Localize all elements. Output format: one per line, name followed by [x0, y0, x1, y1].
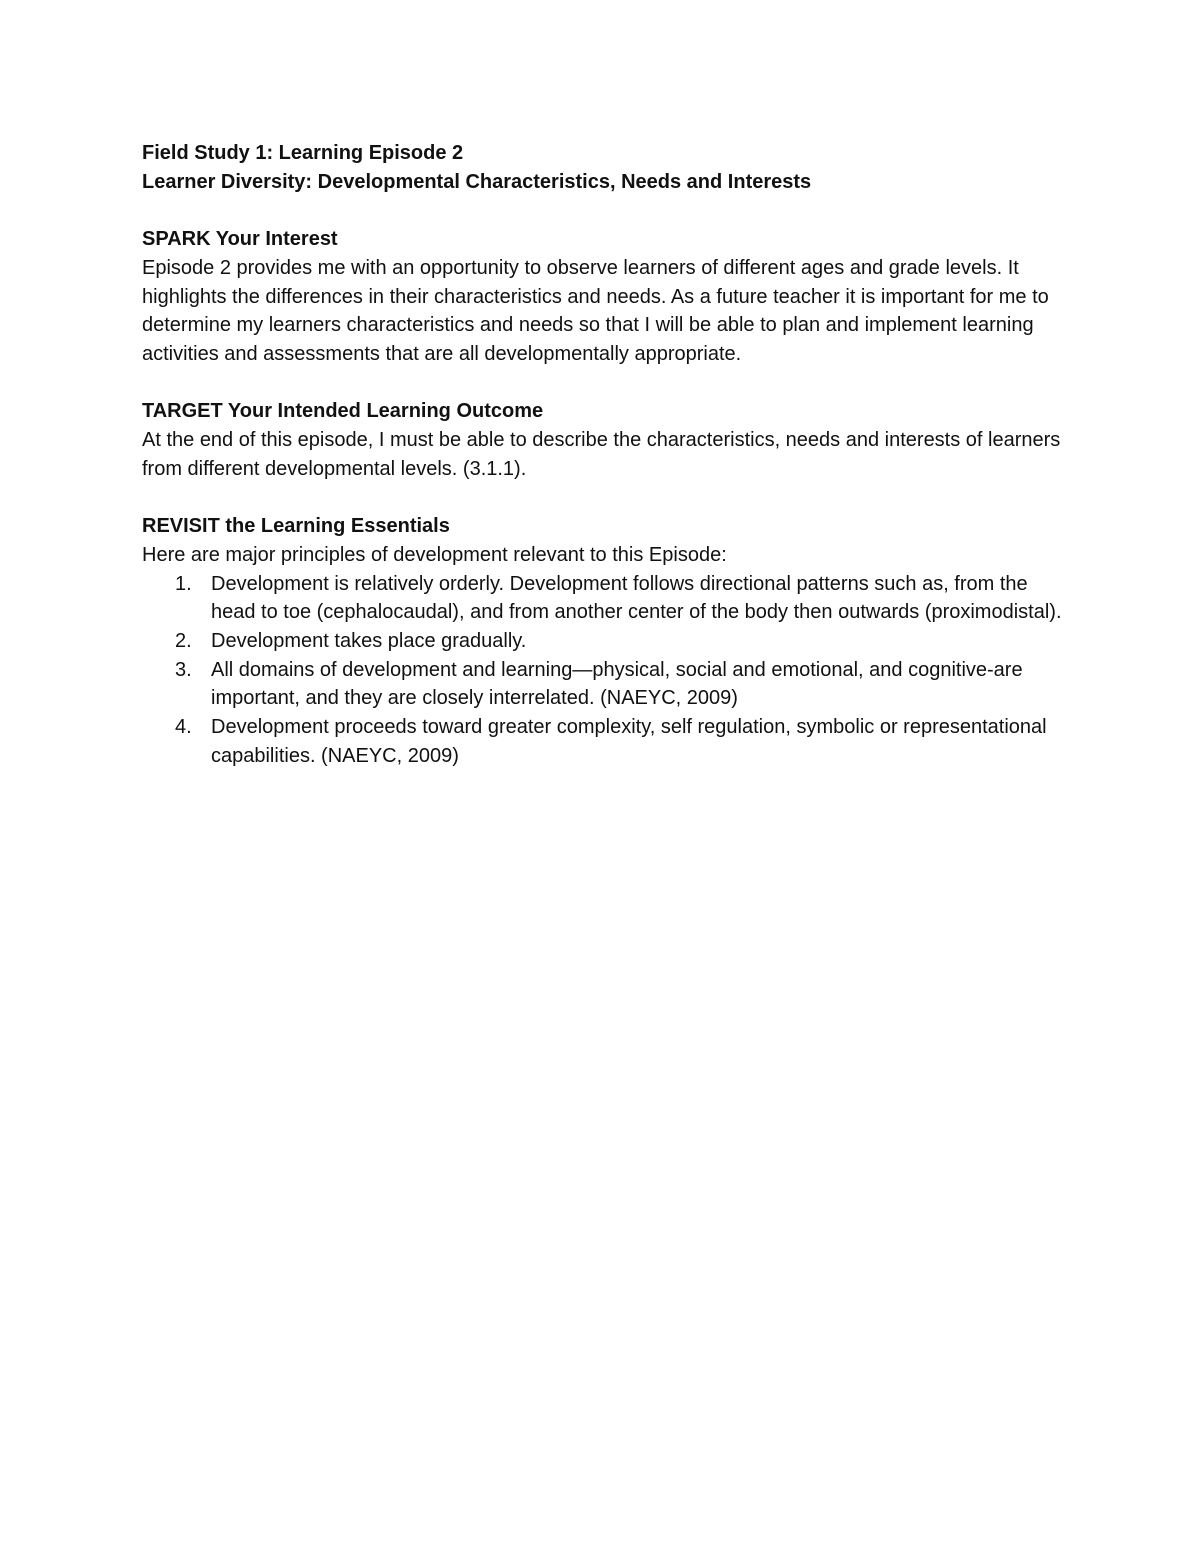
- list-item: [142, 656, 1072, 713]
- list-item: [142, 713, 1072, 770]
- target-paragraph: At the end of this episode, I must be able to describe the characteristics, needs and interests of learners from different developmental levels. (3.1.1).: [142, 429, 1061, 480]
- list-item-text: All domains of development and learning—physical, social and emotional, and cognitive-are important, and they are closely interrelated. (NAEYC, 2009): [211, 658, 1023, 710]
- list-item-number: 1.: [175, 572, 192, 595]
- revisit-heading: REVISIT the Learning Essentials: [142, 515, 450, 538]
- list-item-text: Development proceeds toward greater complexity, self regulation, symbolic or representational capabilities. (NAEYC, 2009): [211, 716, 1047, 767]
- target-heading: TARGET Your Intended Learning Outcome: [142, 400, 544, 423]
- list-item: [142, 570, 1072, 627]
- document-content: [142, 139, 1072, 770]
- spark-section: [142, 225, 1072, 369]
- list-item-number: 4.: [175, 716, 192, 739]
- list-item: [142, 627, 1072, 656]
- revisit-intro: Here are major principles of development relevant to this Episode:: [142, 543, 727, 566]
- document-title: Field Study 1: Learning Episode 2: [142, 142, 464, 164]
- document-subtitle: Learner Diversity: Developmental Characteristics, Needs and Interests: [142, 170, 812, 193]
- target-section: [142, 397, 1072, 483]
- list-item-number: 2.: [175, 629, 192, 652]
- list-item-number: 3.: [175, 658, 192, 681]
- list-item-text: Development takes place gradually.: [211, 629, 527, 652]
- revisit-section: [142, 512, 1072, 770]
- spark-paragraph: Episode 2 provides me with an opportunity to observe learners of different ages and grade levels. It highlights the differences in their characteristics and needs. As a future teacher it is important for me to determine my learners characteristics and needs so that I will be able to plan and implement learning activities and assessments that are all developmentally appropriate.: [142, 256, 1049, 365]
- spark-heading: SPARK Your Interest: [142, 228, 338, 251]
- principles-list: [142, 570, 1072, 771]
- list-item-text: Development is relatively orderly. Development follows directional patterns such as, from the head to toe (cephalocaudal), and from another center of the body then outwards (proximodistal).: [211, 572, 1062, 624]
